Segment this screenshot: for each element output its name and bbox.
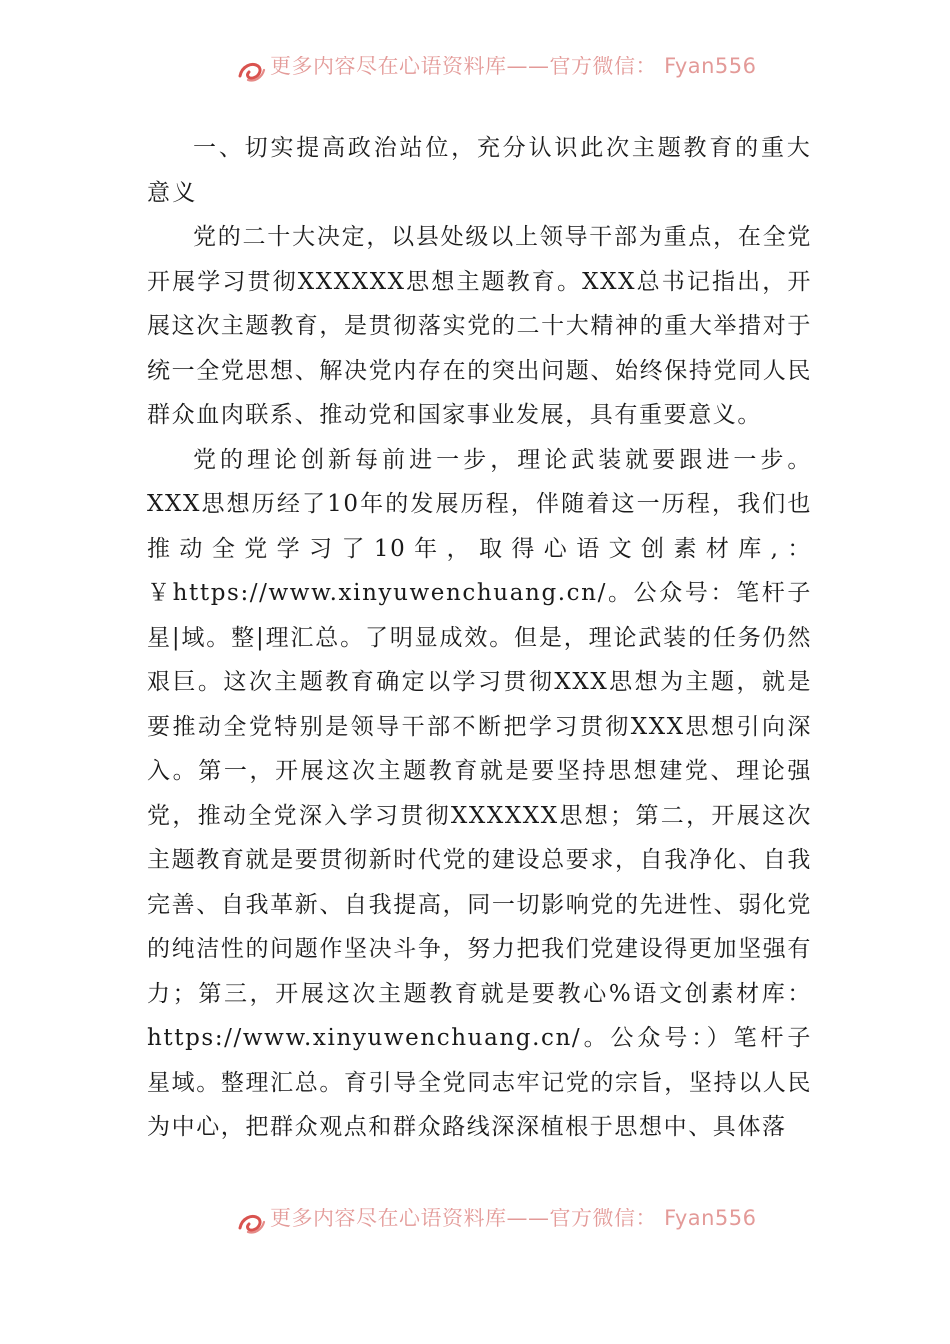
header-watermark-banner (0, 56, 950, 86)
watermark-text: 更多内容尽在心语资料库——官方微信： Fyan556 (270, 1208, 757, 1230)
body-paragraph: 党的二十大决定，以县处级以上领导干部为重点，在全党开展学习贯彻XXXXXX思想主题教育。XXX总书记指出，开展这次主题教育，是贯彻落实党的二十大精神的重大举措对于统一全党思想、解决党内存在的突出问题、始终保持党同人民群众血肉联系、推动党和国家事业发展，具有重要意义。 (147, 224, 812, 428)
document-body (147, 126, 812, 1150)
brand-logo-icon (236, 1210, 266, 1236)
watermark-text: 更多内容尽在心语资料库——官方微信： Fyan556 (270, 56, 757, 78)
section-heading: 一、切实提高政治站位，充分认识此次主题教育的重大意义 (147, 135, 812, 206)
brand-logo-icon (236, 58, 266, 84)
footer-watermark-banner (0, 1208, 950, 1238)
body-paragraph: 党的理论创新每前进一步，理论武装就要跟进一步。XXX思想历经了10年的发展历程，伴随着这一历程，我们也推动全党学习了10年，取得心语文创素材库,：￥https://www.xinyuwenchuang.cn/。公众号：笔杆子星|域。整|理汇总。了明显成效。但是，理论武装的任务仍然艰巨。这次主题教育确定以学习贯彻XXX思想为主题，就是要推动全党特别是领导干部不断把学习贯彻XXX思想引向深入。第一，开展这次主题教育就是要坚持思想建党、理论强党，推动全党深入学习贯彻XXXXXX思想；第二，开展这次主题教育就是要贯彻新时代党的建设总要求，自我净化、自我完善、自我革新、自我提高，同一切影响党的先进性、弱化党的纯洁性的问题作坚决斗争，努力把我们党建设得更加坚强有力；第三，开展这次主题教育就是要教心%语文创素材库：https://www.xinyuwenchuang.cn/。公众号：）笔杆子星域。整理汇总。育引导全党同志牢记党的宗旨，坚持以人民为中心，把群众观点和群众路线深深植根于思想中、具体落 (147, 446, 812, 1140)
